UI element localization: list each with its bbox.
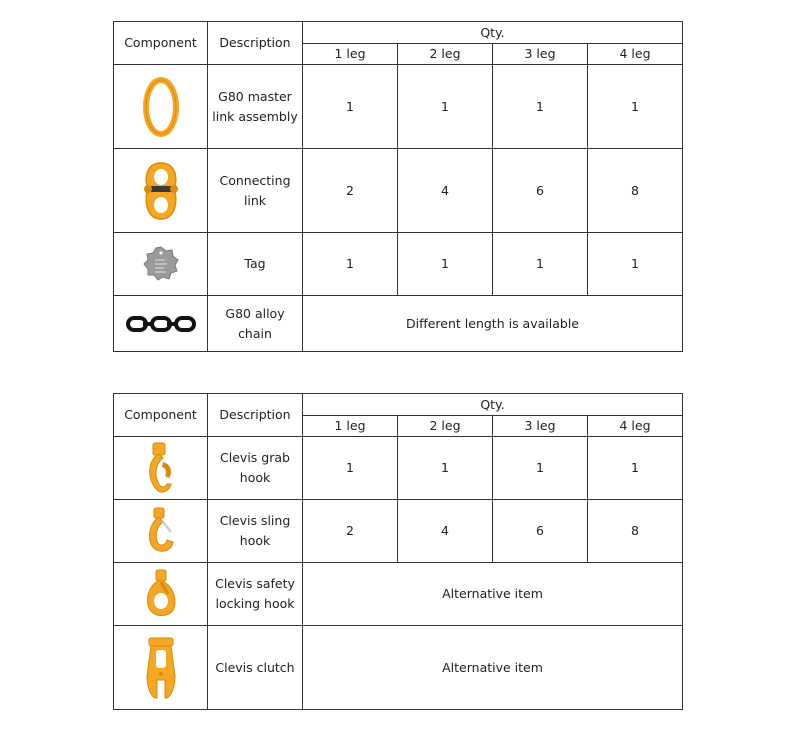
component-cell [114,626,208,710]
description-cell: Tag [208,233,303,296]
table-row [114,626,683,710]
description-cell: G80 master link assembly [208,65,303,149]
header-leg-2: 2 leg [398,416,493,437]
component-cell [114,437,208,500]
header-leg-3: 3 leg [493,416,588,437]
component-cell [114,500,208,563]
component-cell [114,65,208,149]
component-cell [114,233,208,296]
qty-cell: 1 [493,437,588,500]
qty-cell: 1 [493,65,588,149]
description-cell: Clevis sling hook [208,500,303,563]
note-cell: Different length is available [303,296,683,352]
qty-cell: 2 [303,500,398,563]
qty-cell: 1 [398,437,493,500]
note-cell: Alternative item [303,563,683,626]
note-cell: Alternative item [303,626,683,710]
table-row [114,437,683,500]
table-row [114,65,683,149]
description-cell: G80 alloy chain [208,296,303,352]
qty-cell: 6 [493,149,588,233]
sling-hook-icon [141,506,181,556]
qty-cell: 1 [303,65,398,149]
components-table-2 [113,393,683,710]
description-cell: Clevis grab hook [208,437,303,500]
tag-icon [141,244,181,284]
qty-cell: 1 [398,233,493,296]
table-row [114,149,683,233]
qty-cell: 1 [398,65,493,149]
header-description: Description [208,22,303,65]
qty-cell: 1 [588,233,683,296]
header-leg-4: 4 leg [588,416,683,437]
table-row [114,296,683,352]
qty-cell: 4 [398,149,493,233]
qty-cell: 1 [493,233,588,296]
components-table-1 [113,21,683,352]
header-component: Component [114,394,208,437]
description-cell: Connecting link [208,149,303,233]
clutch-icon [141,636,181,700]
chain-icon [126,314,196,334]
header-leg-2: 2 leg [398,44,493,65]
qty-cell: 1 [303,437,398,500]
qty-cell: 4 [398,500,493,563]
qty-cell: 1 [588,65,683,149]
component-cell [114,563,208,626]
description-cell: Clevis clutch [208,626,303,710]
table-row [114,563,683,626]
header-qty: Qty. [303,394,683,416]
header-leg-1: 1 leg [303,44,398,65]
header-description: Description [208,394,303,437]
header-leg-4: 4 leg [588,44,683,65]
qty-cell: 8 [588,149,683,233]
master-link-icon [141,76,181,138]
safety-hook-icon [141,568,181,620]
component-cell [114,296,208,352]
qty-cell: 1 [588,437,683,500]
qty-cell: 8 [588,500,683,563]
component-cell [114,149,208,233]
table-row [114,500,683,563]
header-leg-1: 1 leg [303,416,398,437]
header-qty: Qty. [303,22,683,44]
description-cell: Clevis safety locking hook [208,563,303,626]
table-row [114,233,683,296]
qty-cell: 1 [303,233,398,296]
header-leg-3: 3 leg [493,44,588,65]
qty-cell: 6 [493,500,588,563]
grab-hook-icon [141,440,181,496]
header-component: Component [114,22,208,65]
qty-cell: 2 [303,149,398,233]
connecting-link-icon [138,159,184,223]
